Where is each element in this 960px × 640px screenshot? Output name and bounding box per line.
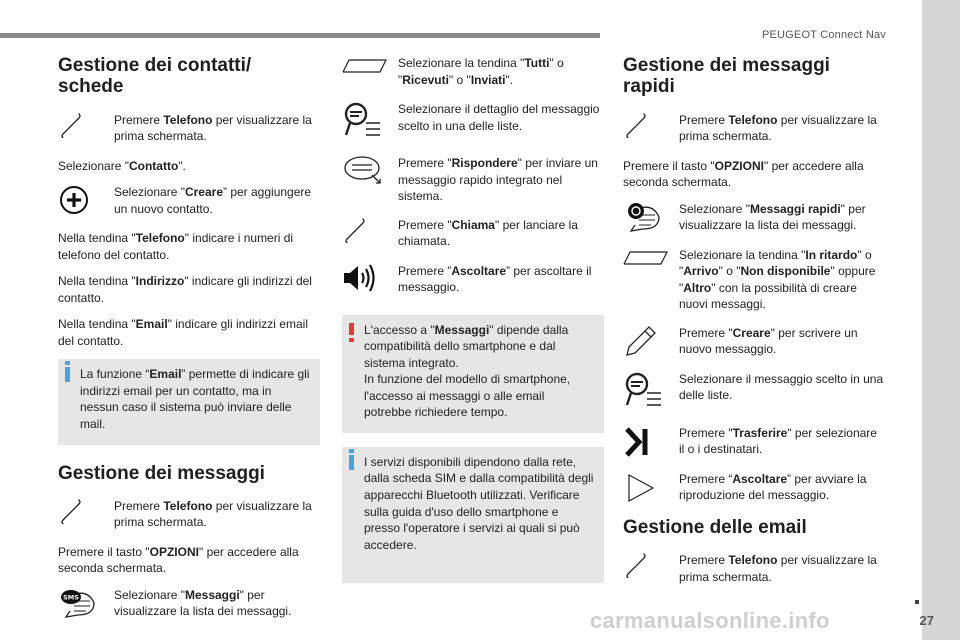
info-icon bbox=[349, 455, 354, 470]
phone-icon bbox=[342, 217, 398, 251]
step-row bbox=[623, 371, 885, 413]
header-title: PEUGEOT Connect Nav bbox=[761, 29, 886, 41]
continue-marker bbox=[915, 600, 919, 604]
reply-icon bbox=[342, 155, 398, 189]
paragraph: Premere il tasto "OPZIONI" per accedere alla seconda schermata. bbox=[58, 544, 299, 576]
step-text: Selezionare "Messaggi rapidi" per visualizzare la lista dei messaggi. bbox=[679, 201, 866, 233]
step-text: Premere Telefono per visualizzare la prima schermata. bbox=[679, 112, 877, 144]
step-text: Selezionare la tendina "Tutti" o "Ricevuti" o "Inviati". bbox=[398, 56, 564, 87]
step-text: Premere "Chiama" per lanciare la chiamata. bbox=[398, 217, 578, 249]
step-row bbox=[342, 55, 604, 89]
column-1 bbox=[58, 55, 320, 633]
paragraph: Nella tendina "Email" indicare gli indirizzi email del contatto. bbox=[58, 317, 308, 348]
step-text: Selezionare "Messaggi" per visualizzare la lista dei messaggi. bbox=[114, 587, 292, 619]
step-row bbox=[58, 184, 320, 218]
info-note: I servizi disponibili dipendono dalla rete, dalla scheda SIM e dalla compatibilità degli apparecchi Bluetooth utilizzati. Verificare sulla guida d'uso dello smartphone e presso l'operatore i servizi ai quali si può accedere. bbox=[342, 447, 604, 583]
step-text: Premere "Rispondere" per inviare un messaggio rapido integrato nel sistema. bbox=[398, 156, 598, 204]
step-row bbox=[623, 552, 885, 586]
step-row bbox=[58, 587, 320, 621]
step-row bbox=[342, 101, 604, 143]
step-row bbox=[58, 112, 320, 146]
column-3 bbox=[623, 55, 885, 598]
phone-icon bbox=[623, 112, 679, 146]
transfer-icon bbox=[623, 425, 679, 459]
paragraph: Nella tendina "Telefono" indicare i numeri di telefono del contatto. bbox=[58, 231, 294, 262]
step-row bbox=[623, 325, 885, 359]
speaker-icon bbox=[342, 263, 398, 297]
side-strip bbox=[919, 0, 960, 640]
list-detail-icon bbox=[623, 371, 679, 413]
pen-icon bbox=[623, 325, 679, 359]
tab-icon bbox=[342, 55, 398, 89]
watermark: carmanualsonline.info bbox=[590, 608, 830, 633]
step-text: Premere Telefono per visualizzare la prima schermata. bbox=[114, 112, 312, 144]
tab-icon bbox=[623, 247, 679, 281]
step-text: Selezionare il messaggio scelto in una delle liste. bbox=[679, 371, 884, 403]
step-text: Premere Telefono per visualizzare la prima schermata. bbox=[679, 553, 877, 584]
step-text: Selezionare il dettaglio del messaggio scelto in una delle liste. bbox=[398, 102, 600, 133]
step-row bbox=[623, 247, 885, 313]
step-text: Premere "Trasferire" per selezionare il o i destinatari. bbox=[679, 425, 877, 457]
paragraph: Selezionare "Contatto". bbox=[58, 158, 186, 173]
step-row bbox=[623, 112, 885, 146]
section-title-messaggi: Gestione dei messaggi bbox=[58, 462, 265, 484]
page-number: 27 bbox=[919, 613, 934, 629]
phone-icon bbox=[58, 112, 114, 146]
section-title-rapidi: Gestione dei messaggi rapidi bbox=[623, 55, 830, 98]
paragraph: Nella tendina "Indirizzo" indicare gli indirizzi del contatto. bbox=[58, 274, 312, 305]
info-note: La funzione “Email” permette di indicare gli indirizzi email per un contatto, ma in nessun caso il sistema può inviare delle mail. bbox=[58, 359, 320, 444]
paragraph: Premere il tasto "OPZIONI" per accedere alla seconda schermata. bbox=[623, 158, 864, 190]
step-row bbox=[623, 201, 885, 235]
step-row bbox=[342, 155, 604, 205]
section-title-email: Gestione delle email bbox=[623, 516, 807, 538]
step-row bbox=[342, 263, 604, 297]
top-rule bbox=[0, 33, 600, 38]
phone-icon bbox=[58, 498, 114, 532]
step-row bbox=[623, 471, 885, 505]
play-icon bbox=[623, 471, 679, 505]
warning-note: L'accesso a "Messaggi" dipende dalla compatibilità dello smartphone e dal sistema integrato. In funzione del modello di smartphone, l'accesso ai messaggi o alle email potrebbe richiedere tempo. bbox=[342, 315, 604, 433]
step-text: Selezionare la tendina "In ritardo" o "Arrivo" o "Non disponibile" oppure "Altro" con la possibilità di creare nuovi messaggi. bbox=[679, 247, 876, 312]
column-2 bbox=[342, 55, 604, 597]
sms-badge-text: SMS bbox=[63, 593, 79, 602]
warning-icon bbox=[349, 323, 354, 335]
step-text: Premere Telefono per visualizzare la prima schermata. bbox=[114, 498, 312, 530]
step-text: Premere ”Ascoltare” per ascoltare il messaggio. bbox=[398, 263, 592, 295]
quick-message-icon bbox=[623, 201, 679, 235]
step-text: Premere “Ascoltare” per avviare la riproduzione del messaggio. bbox=[679, 471, 867, 503]
step-text: Selezionare "Creare” per aggiungere un nuovo contatto. bbox=[114, 185, 312, 216]
sms-bubble-icon bbox=[58, 587, 114, 621]
info-icon bbox=[65, 367, 70, 382]
step-row bbox=[58, 498, 320, 532]
list-detail-icon bbox=[342, 101, 398, 143]
step-text: Premere "Creare" per scrivere un nuovo messaggio. bbox=[679, 325, 858, 357]
section-title-contatti: Gestione dei contatti/ schede bbox=[58, 55, 252, 98]
step-row bbox=[342, 217, 604, 251]
step-row bbox=[623, 425, 885, 459]
phone-icon bbox=[623, 552, 679, 586]
plus-circle-icon bbox=[58, 184, 114, 218]
